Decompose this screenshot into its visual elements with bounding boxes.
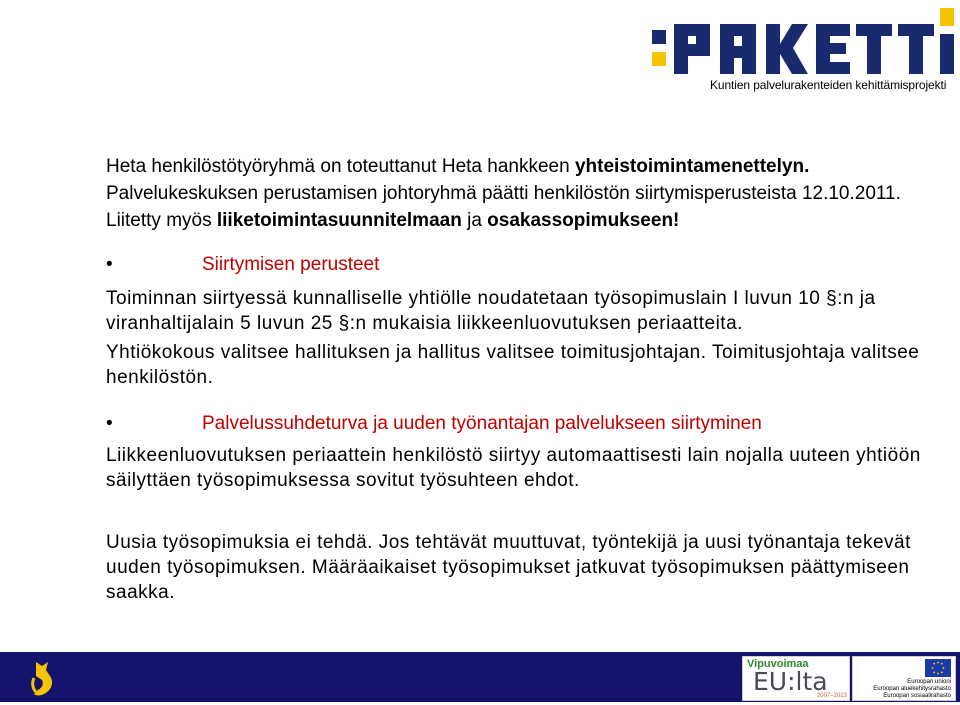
eu-line-2: Euroopan aluekehitysrahasto (873, 686, 951, 692)
bullet-icon: • (106, 413, 113, 434)
section1-paragraph-1: Toiminnan siirtyessä kunnalliselle yhtiölle noudatetaan työsopimuslain I luvun 10 §:n ja viranhaltijalain 5 luvun 25 §:n mukaisia liikkeenluovutuksen periaatteita. (106, 288, 876, 334)
vipuvoimaa-eulta-logo (742, 656, 850, 701)
tagline: Kuntien palvelurakenteiden kehittämisprojekti (710, 78, 947, 92)
intro-bold-2: liiketoimintasuunnitelmaan (216, 210, 462, 231)
eu-text (857, 679, 951, 700)
intro-bold-1: yhteistoimintamenettelyn. (574, 156, 810, 177)
intro-text-3: ja (461, 210, 488, 231)
eu-logo (852, 656, 956, 701)
intro-text-1: Heta henkilöstötyöryhmä on toteuttanut Heta hankkeen (106, 156, 575, 177)
intro-paragraph (106, 153, 936, 234)
section1-title: Siirtymisen perusteet (202, 254, 380, 275)
mermaid-logo (28, 656, 62, 705)
section1-paragraph-2: Yhtiökokous valitsee hallituksen ja hallitus valitsee toimitusjohtajan. Toimitusjohtaja valitsee henkilöstön. (106, 342, 920, 388)
intro-bold-3: osakassopimukseen! (487, 210, 680, 231)
eu-line-1: Euroopan unioni (907, 679, 951, 685)
section2-paragraph-2: Uusia työsopimuksia ei tehdä. Jos tehtävät muuttuvat, työntekijä ja uusi työnantaja tekevät uuden työsopimuksen. Määräaikaiset työsopimukset jatkuvat työsopimuksen päättymiseen saakka. (106, 532, 911, 603)
section2-title: Palvelussuhdeturva ja uuden työnantajan palvelukseen siirtyminen (202, 413, 762, 434)
vipu-years: 2007–2013 (816, 693, 847, 699)
section2-paragraph-1: Liikkeenluovutuksen periaattein henkilöstö siirtyy automaattisesti lain nojalla uuteen yhtiöön säilyttäen työsopimuksessa sovitut työsuhteen ehdot. (106, 445, 921, 491)
eu-flag-icon (925, 659, 951, 677)
mermaid-icon (28, 656, 62, 700)
vipu-top-text: Vipuvoimaa (747, 658, 809, 670)
intro-text-2: Palvelukeskuksen perustamisen johtoryhmä päätti henkilöstön siirtymisperusteista 12.10.2011. Liitetty myös (106, 183, 901, 231)
vipu-main-text: EU:lta (753, 667, 828, 696)
eu-line-3: Euroopan sosiaalirahasto (883, 693, 951, 699)
bullet-icon: • (106, 254, 113, 275)
